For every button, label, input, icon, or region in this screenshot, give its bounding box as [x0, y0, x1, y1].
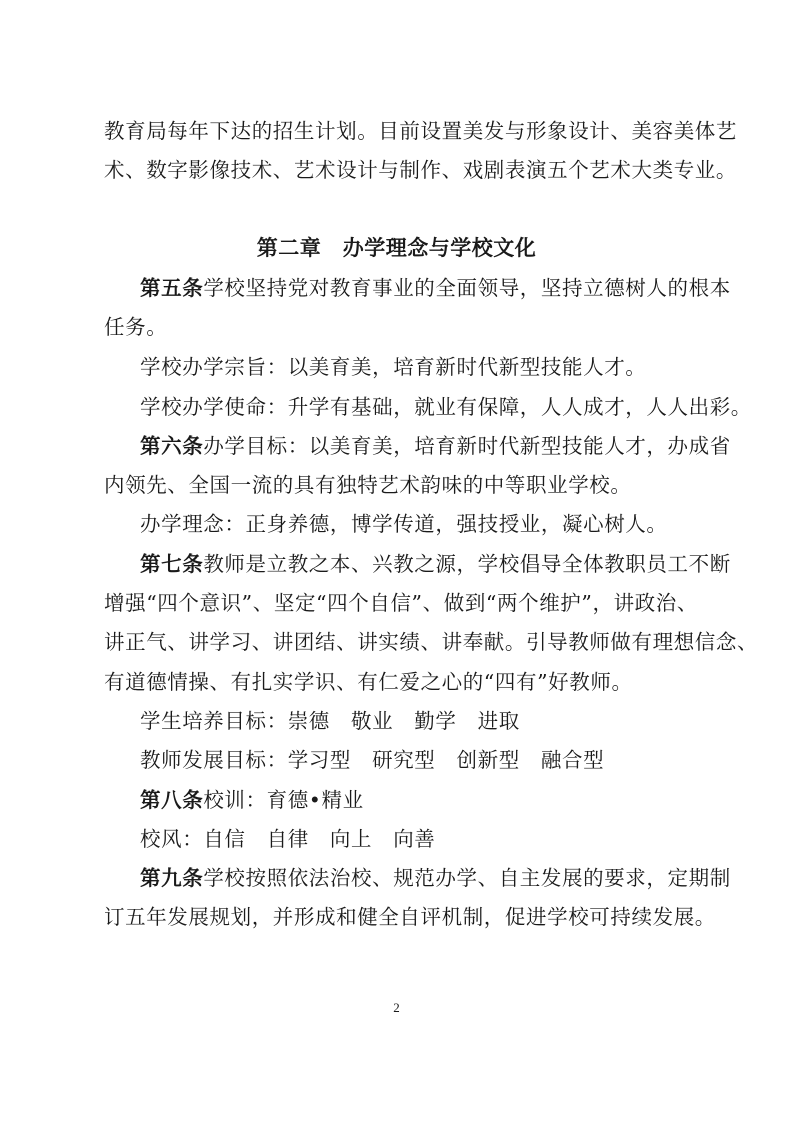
school-motto: 校训：育德•精业: [203, 788, 364, 812]
school-purpose: 学校办学宗旨：以美育美，培育新时代新型技能人才。: [140, 355, 647, 379]
article-6-label: 第六条: [140, 434, 204, 458]
article-7-line-3: 讲正气、讲学习、讲团结、讲实绩、讲奉献。引导教师做有理想信念、: [104, 630, 759, 654]
article-9-line-2: 订五年发展规划，并形成和健全自评机制，促进学校可持续发展。: [104, 905, 716, 929]
student-goal: 学生培养目标：崇德 敬业 勤学 进取: [140, 709, 520, 733]
school-ethos: 校风：自信 自律 向上 向善: [140, 827, 436, 851]
article-5-line-1: [140, 276, 731, 300]
page-number: 2: [393, 1000, 400, 1015]
intro-line-1: 教育局每年下达的招生计划。目前设置美发与形象设计、美容美体艺: [104, 119, 737, 143]
article-7-line-2: 增强“四个意识”、坚定“四个自信”、做到“两个维护”，讲政治、: [104, 591, 698, 615]
article-7-line-4: 有道德情操、有扎实学识、有仁爱之心的“四有”好教师。: [104, 670, 633, 694]
article-9-label: 第九条: [140, 866, 204, 890]
article-9-text: 学校按照依法治校、规范办学、自主发展的要求，定期制: [203, 866, 731, 890]
article-5-label: 第五条: [140, 276, 204, 300]
school-mission: 学校办学使命：升学有基础，就业有保障，人人成才，人人出彩。: [140, 395, 752, 419]
article-5-line-2: 任务。: [104, 315, 168, 339]
article-6-line-1: [140, 434, 731, 458]
school-philosophy: 办学理念：正身养德，博学传道，强技授业，凝心树人。: [140, 512, 668, 536]
article-7-text: 教师是立教之本、兴教之源，学校倡导全体教职员工不断: [203, 552, 731, 576]
chapter-heading: 第二章 办学理念与学校文化: [256, 236, 537, 260]
article-7-label: 第七条: [140, 552, 204, 576]
article-6-text: 办学目标：以美育美，培育新时代新型技能人才，办成省: [203, 434, 731, 458]
article-7-line-1: [140, 552, 731, 576]
article-9-line-1: [140, 866, 731, 890]
article-8-line-1: [140, 788, 700, 812]
article-5-text: 学校坚持党对教育事业的全面领导，坚持立德树人的根本: [203, 276, 731, 300]
article-6-line-2: 内领先、全国一流的具有独特艺术韵味的中等职业学校。: [104, 473, 632, 497]
intro-line-2: 术、数字影像技术、艺术设计与制作、戏剧表演五个艺术大类专业。: [104, 158, 737, 182]
teacher-goal: 教师发展目标：学习型 研究型 创新型 融合型: [140, 748, 605, 772]
article-8-label: 第八条: [140, 788, 204, 812]
